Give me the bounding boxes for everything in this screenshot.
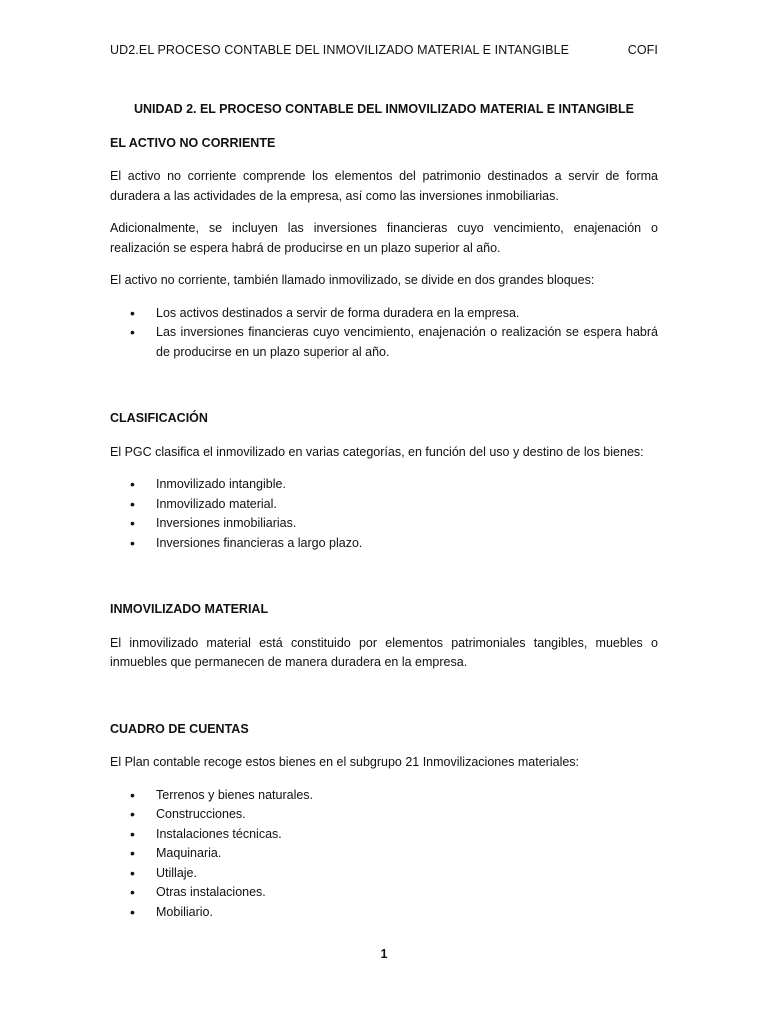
list-item	[110, 786, 658, 806]
bullet-icon: •	[130, 515, 135, 531]
list-item	[110, 883, 658, 903]
document-body	[110, 100, 658, 935]
list-item	[110, 903, 658, 923]
bullet-list-clasificacion	[110, 475, 658, 553]
bullet-icon: •	[130, 495, 135, 512]
list-item-text: Mobiliario.	[156, 904, 213, 919]
list-item	[110, 514, 658, 534]
list-item	[110, 304, 658, 324]
list-item-text: Inmovilizado intangible.	[156, 477, 286, 491]
section-heading-activo: EL ACTIVO NO CORRIENTE	[110, 135, 276, 150]
bullet-icon: •	[130, 825, 135, 842]
list-item	[110, 475, 658, 495]
paragraph: El PGC clasifica el inmovilizado en varias categorías, en función del uso y destino de los bienes:	[110, 444, 644, 459]
bullet-list-activo	[110, 304, 658, 363]
header-right-label: COFI	[627, 43, 658, 57]
spacer	[110, 375, 658, 409]
paragraph: Adicionalmente, se incluyen las inversiones financieras cuyo vencimiento, enajenación o realización se espera habrá de producirse en un plazo superior al año.	[110, 221, 658, 255]
list-item-text: Inmovilizado material.	[156, 496, 277, 511]
bullet-icon: •	[130, 903, 135, 920]
spacer	[110, 566, 658, 600]
list-item	[110, 844, 658, 864]
bullet-icon: •	[130, 304, 135, 321]
bullet-icon: •	[130, 884, 135, 900]
bullet-icon: •	[130, 324, 135, 340]
list-item	[110, 825, 658, 845]
paragraph: El inmovilizado material está constituido por elementos patrimoniales tangibles, muebles o inmuebles que permanecen de manera duradera en la empresa.	[110, 635, 658, 669]
bullet-icon: •	[130, 845, 135, 861]
list-item-text: Construcciones.	[156, 807, 246, 821]
document-title: UNIDAD 2. EL PROCESO CONTABLE DEL INMOVILIZADO MATERIAL E INTANGIBLE	[133, 102, 635, 116]
bullet-icon: •	[130, 806, 135, 822]
list-item-text: Instalaciones técnicas.	[156, 826, 282, 841]
list-item	[110, 864, 658, 884]
section-heading-material: INMOVILIZADO MATERIAL	[110, 602, 269, 616]
header-title: UD2.EL PROCESO CONTABLE DEL INMOVILIZADO MATERIAL E INTANGIBLE	[110, 43, 570, 57]
bullet-icon: •	[130, 786, 135, 803]
list-item-text: Los activos destinados a servir de forma duradera en la empresa.	[156, 305, 520, 320]
list-item-text: Inversiones inmobiliarias.	[156, 516, 297, 530]
list-item-text: Las inversiones financieras cuyo vencimiento, enajenación o realización se espera habrá de producirse en un plazo superior al año.	[156, 325, 658, 359]
section-heading-clasificacion: CLASIFICACIÓN	[110, 411, 208, 425]
running-header	[110, 43, 658, 57]
list-item	[110, 323, 658, 362]
list-item-text: Utillaje.	[156, 865, 197, 880]
list-item-text: Otras instalaciones.	[156, 885, 266, 899]
bullet-icon: •	[130, 476, 135, 492]
bullet-icon: •	[130, 864, 135, 881]
list-item	[110, 495, 658, 515]
spacer	[110, 686, 658, 720]
bullet-list-cuadro	[110, 786, 658, 923]
section-heading-cuadro: CUADRO DE CUENTAS	[110, 721, 249, 736]
list-item-text: Terrenos y bienes naturales.	[156, 787, 314, 802]
list-item-text: Inversiones financieras a largo plazo.	[156, 535, 363, 550]
paragraph: El Plan contable recoge estos bienes en el subgrupo 21 Inmovilizaciones materiales:	[110, 755, 580, 769]
bullet-icon: •	[130, 534, 135, 551]
list-item	[110, 534, 658, 554]
page-number: 1	[380, 947, 388, 961]
list-item-text: Maquinaria.	[156, 846, 222, 860]
paragraph: El activo no corriente, también llamado inmovilizado, se divide en dos grandes bloques:	[110, 273, 595, 287]
list-item	[110, 805, 658, 825]
paragraph: El activo no corriente comprende los elementos del patrimonio destinados a servir de forma duradera a las actividades de la empresa, así como las inversiones inmobiliarias.	[110, 169, 658, 203]
